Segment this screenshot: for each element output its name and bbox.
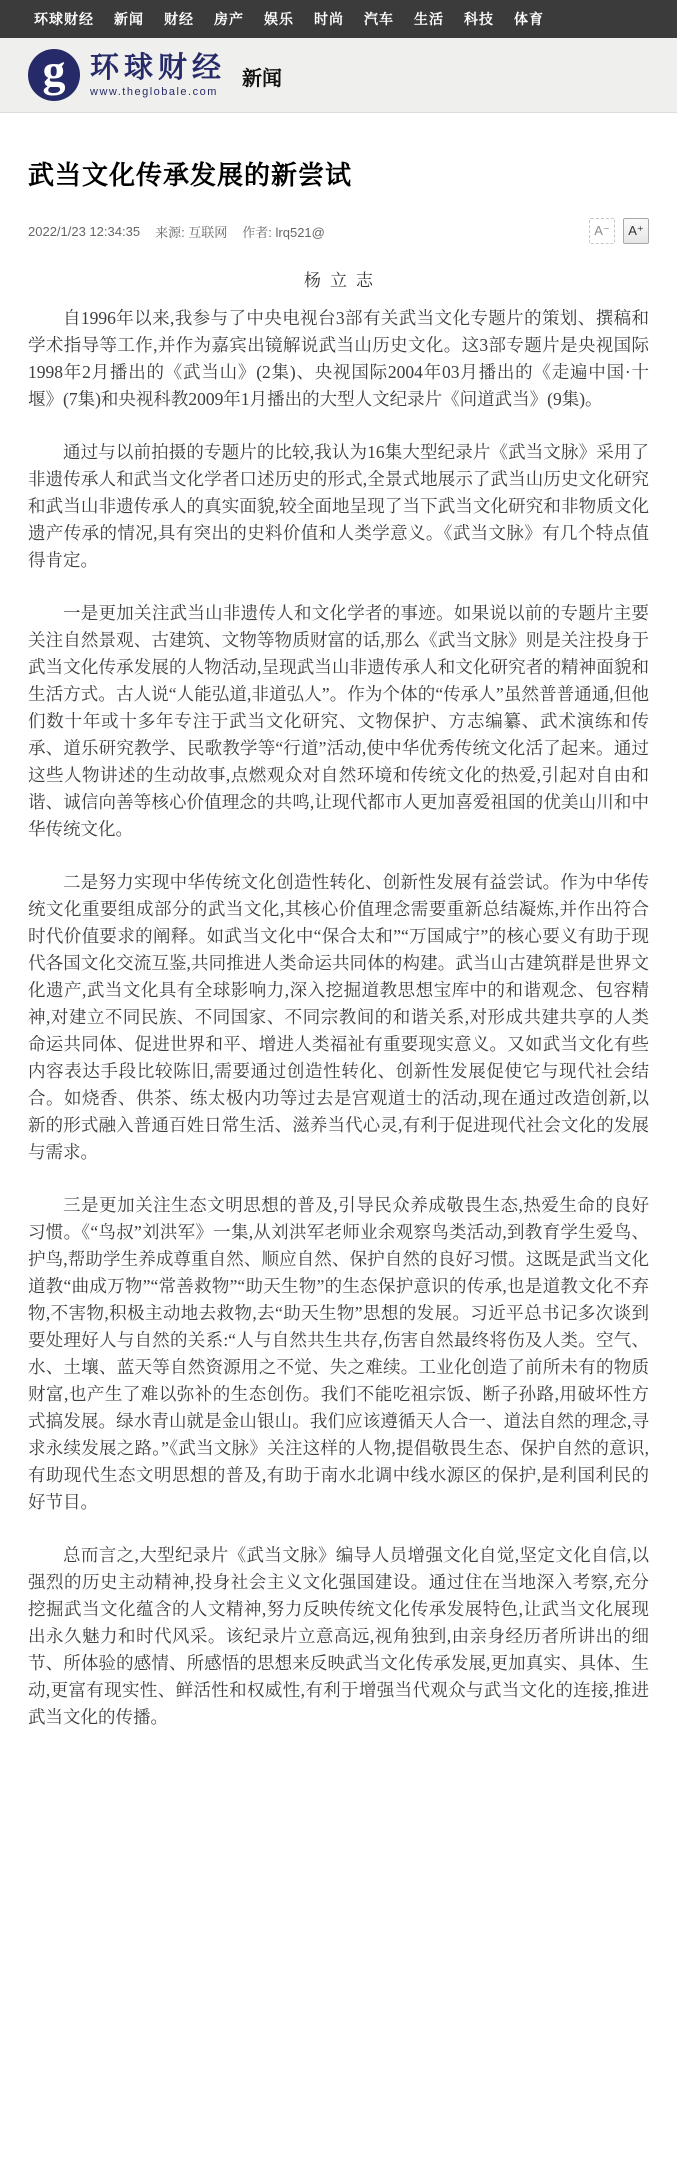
author-byline: 杨立志 [304,271,382,290]
article-paragraph: 自1996年以来,我参与了中央电视台3部有关武当文化专题片的策划、撰稿和学术指导等工作,并作为嘉宾出镜解说武当山历史文化。这3部专题片是央视国际1998年2月播出的《武当山》(2集)、央视国际2004年03月播出的《走遍中国·十堰》(7集)和央视科教2009年1月播出的大型人文纪录片《问道武当》(9集)。 [28,308,649,409]
nav-item[interactable]: 时尚 [314,11,344,27]
article-body [28,305,649,1731]
nav-item[interactable]: 财经 [164,11,194,27]
article-paragraph: 通过与以前拍摄的专题片的比较,我认为16集大型纪录片《武当文脉》采用了非遗传承人和武当文化学者口述历史的形式,全景式地展示了武当山历史文化研究和武当山非遗传承人的真实面貌,较全面地呈现了当下武当文化研究和非物质文化遗产传承的情况,具有突出的史料价值和人类学意义。《武当文脉》有几个特点值得肯定。 [28,442,649,570]
nav-item[interactable]: 环球财经 [34,11,94,27]
article-paragraph: 三是更加关注生态文明思想的普及,引导民众养成敬畏生态,热爱生命的良好习惯。《“鸟叔”刘洪军》一集,从刘洪军老师业余观察鸟类活动,到教育学生爱鸟、护鸟,帮助学生养成尊重自然、顺应自然、保护自然的良好习惯。这既是武当文化道教“曲成万物”“常善救物”“助天生物”的生态保护意识的传承,也是道教文化不弃物,不害物,积极主动地去救物,去“助天生物”思想的发展。习近平总书记多次谈到要处理好人与自然的关系:“人与自然共生共存,伤害自然最终将伤及人类。空气、水、土壤、蓝天等自然资源用之不觉、失之难续。工业化创造了前所未有的物质财富,也产生了难以弥补的生态创伤。我们不能吃祖宗饭、断子孙路,用破坏性方式搞发展。绿水青山就是金山银山。我们应该遵循天人合一、道法自然的理念,寻求永续发展之路。”《武当文脉》关注这样的人物,提倡敬畏生态、保护自然的意识,有助现代生态文明思想的普及,有助于南水北调中线水源区的保护,是利国利民的好节目。 [28,1195,649,1512]
nav-item[interactable]: 体育 [514,11,544,27]
site-name: 环球财经 [90,52,227,85]
article-meta-row [28,218,649,244]
nav-item[interactable]: 生活 [414,11,444,27]
article-paragraph: 二是努力实现中华传统文化创造性转化、创新性发展有益尝试。作为中华传统文化重要组成部分的武当文化,其核心价值理念需要重新总结凝炼,并作出符合时代价值要求的阐释。如武当文化中“保合太和”“万国咸宁”的核心要义有助于现代各国文化交流互鉴,共同推进人类命运共同体的构建。武当山古建筑群是世界文化遗产,武当文化具有全球影响力,深入挖掘道教思想宝库中的和谐观念、包容精神,对建立不同民族、不同国家、不同宗教间的和谐关系,对形成共建共享的人类命运共同体、促进世界和平、增进人类福祉有重要现实意义。又如武当文化有些内容表达手段比较陈旧,需要通过创造性转化、创新性发展促使它与现代社会结合。如烧香、供茶、练太极内功等过去是宫观道士的活动,现在通过改造创新,以新的形式融入普通百姓日常生活、滋养当代心灵,有利于促进现代社会文化的发展与需求。 [28,872,649,1162]
publish-datetime: 2022/1/23 12:34:35 [28,223,141,239]
site-logo-icon[interactable]: g [28,49,80,101]
section-label: 新闻 [242,67,283,90]
site-url: www.theglobale.com [90,85,218,98]
font-decrease-button[interactable]: A⁻ [589,218,615,244]
article-author-id: 作者: lrq521@ [242,224,325,240]
top-navigation [0,0,677,38]
masthead [0,38,677,113]
nav-item[interactable]: 娱乐 [264,11,294,27]
font-increase-button[interactable]: A⁺ [623,218,649,244]
article-title: 武当文化传承发展的新尝试 [28,160,353,190]
article [0,155,677,1801]
article-source: 来源: 互联网 [155,224,228,240]
nav-item[interactable]: 汽车 [364,11,394,27]
nav-item[interactable]: 新闻 [114,11,144,27]
nav-item[interactable]: 房产 [214,11,244,27]
article-paragraph: 总而言之,大型纪录片《武当文脉》编导人员增强文化自觉,坚定文化自信,以强烈的历史主动精神,投身社会主义文化强国建设。通过住在当地深入考察,充分挖掘武当文化蕴含的人文精神,努力反映传统文化传承发展特色,让武当文化展现出永久魅力和时代风采。该纪录片立意高远,视角独到,由亲身经历者所讲出的细节、所体验的感情、所感悟的思想来反映武当文化传承发展,更加真实、具体、生动,更富有现实性、鲜活性和权威性,有利于增强当代观众与武当文化的连接,推进武当文化的传播。 [28,1545,649,1727]
nav-item[interactable]: 科技 [464,11,494,27]
brand-block[interactable] [90,52,226,97]
article-paragraph: 一是更加关注武当山非遗传人和文化学者的事迹。如果说以前的专题片主要关注自然景观、古建筑、文物等物质财富的话,那么《武当文脉》则是关注投身于武当文化传承发展的人物活动,呈现武当山非遗传承人和文化研究者的精神面貌和生活方式。古人说“人能弘道,非道弘人”。作为个体的“传承人”虽然普普通通,但他们数十年或十多年专注于武当文化研究、文物保护、方志编纂、武术演练和传承、道乐研究教学、民歌教学等“行道”活动,使中华优秀传统文化活了起来。通过这些人物讲述的生动故事,点燃观众对自然环境和传统文化的热爱,引起对自由和谐、诚信向善等核心价值理念的共鸣,让现代都市人更加喜爱祖国的优美山川和中华传统文化。 [28,603,649,839]
